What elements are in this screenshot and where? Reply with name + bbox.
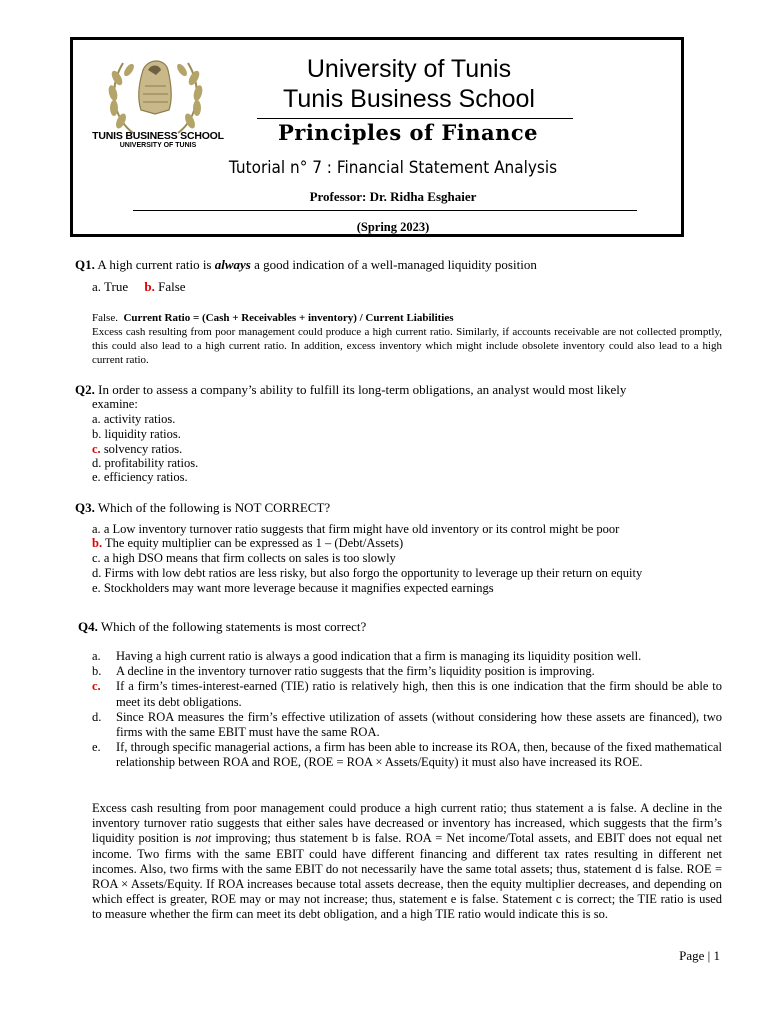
q2-question <box>75 382 725 397</box>
q1-text-before: A high current ratio is <box>94 257 215 272</box>
q3-question <box>75 500 330 515</box>
q4-text: Which of the following statements is most correct? <box>97 619 367 634</box>
university-name: University of Tunis <box>306 55 512 83</box>
professor-rule <box>133 210 637 211</box>
course-title: Principles of Finance <box>277 120 539 145</box>
logo-caption-school: TUNIS BUSINESS SCHOOL <box>92 130 224 142</box>
q1-number: Q1. <box>75 257 95 272</box>
q1-options <box>92 279 186 294</box>
q1-text-after: a good indication of a well-managed liquidity position <box>250 257 537 272</box>
q4-explanation-not: not <box>195 831 212 846</box>
q1-option-a: a. True <box>92 279 129 294</box>
q1-option-b-text: False <box>154 279 186 294</box>
q3-option-a: a. a Low inventory turnover ratio suggests that firm might have old inventory or its control might be poor <box>92 522 620 536</box>
q2-text-continued: examine: <box>92 397 138 411</box>
q1-question <box>75 257 537 272</box>
q4-explanation-part1: Excess cash resulting from poor management could produce a high current ratio; thus statement a is false. A decline in the inventory turnover ratio suggests that either sales have decreased or inventory has increased, which suggests that the firm’s liquidity position is <box>92 801 722 846</box>
q3-option-c: c. a high DSO means that firm collects on sales is too slowly <box>92 551 396 565</box>
logo-caption-university: UNIVERSITY OF TUNIS <box>119 142 197 149</box>
q3-option-d: d. Firms with low debt ratios are less risky, but also forgo the opportunity to leverage up their return on equity <box>92 566 643 580</box>
q2-text: In order to assess a company’s ability to fulfill its long-term obligations, an analyst would most likely <box>94 382 627 397</box>
q4-option-b: b. A decline in the inventory turnover ratio suggests that the firm’s liquidity position is improving. <box>92 664 595 679</box>
q3-option-e: e. Stockholders may want more leverage because it magnifies expected earnings <box>92 581 494 595</box>
header-box <box>70 37 684 237</box>
q4-option-d: d. Since ROA measures the firm’s effective utilization of assets (without considering how these assets are financed), two firms with the same EBIT must have the same ROA. <box>92 709 722 740</box>
page-number: Page | 1 <box>679 948 720 963</box>
q2-option-a: a. activity ratios. <box>92 412 176 426</box>
q2-option-c: c. solvency ratios. <box>92 442 183 456</box>
q1-option-b-letter: b. <box>144 279 155 294</box>
q1-emphasis: always <box>214 257 251 272</box>
q1-answer-header <box>92 311 722 325</box>
q4-number: Q4. <box>78 619 98 634</box>
title-rule <box>257 118 573 119</box>
university-title <box>233 54 585 114</box>
q2-number: Q2. <box>75 382 95 397</box>
q4-option-c: c. If a firm’s times-interest-earned (TIE) ratio is relatively high, then this is one indication that the firm should be able to meet its debt obligations. <box>92 679 722 709</box>
q4-option-e: e. If, through specific managerial actions, a firm has been able to increase its ROA, then, because of the fixed mathematical relationship between ROA and ROE, (ROE = ROA × Assets/Equity) it must also have increased its ROE. <box>92 740 722 770</box>
q2-option-e: e. efficiency ratios. <box>92 470 188 484</box>
q3-option-b: b. The equity multiplier can be expressed as 1 – (Debt/Assets) <box>92 536 404 550</box>
professor-name: Professor: Dr. Ridha Esghaier <box>309 189 477 204</box>
q4-question <box>78 619 366 634</box>
q4-option-a: a. Having a high current ratio is always a good indication that a firm is managing its liquidity position well. <box>92 649 642 663</box>
semester-label: (Spring 2023) <box>356 220 430 234</box>
school-name: Tunis Business School <box>283 85 535 113</box>
tutorial-title: Tutorial n° 7 : Financial Statement Analysis <box>228 158 558 178</box>
q3-number: Q3. <box>75 500 95 515</box>
q2-option-b: b. liquidity ratios. <box>92 427 181 441</box>
q3-text: Which of the following is NOT CORRECT? <box>94 500 331 515</box>
q1-answer-formula: Current Ratio = (Cash + Receivables + inventory) / Current Liabilities <box>123 312 454 324</box>
q4-explanation <box>92 801 722 923</box>
q1-answer-text: Excess cash resulting from poor management could produce a high current ratio. Similarly, if accounts receivable are not collected promptly, this could also lead to a high current ratio. In addition, excess inventory which might include obsolete inventory could also lead to a high current ratio. <box>92 326 722 366</box>
q2-option-d: d. profitability ratios. <box>92 456 199 470</box>
q1-answer-false: False. <box>92 312 118 324</box>
q4-explanation-part2: improving; thus statement b is false. ROA = Net income/Total assets, and EBIT does not equal net income. Two firms with the same EBIT could have different financing and different tax rates resulting in different net incomes. Also, two firms with the same EBIT do not necessarily have the same total assets; thus, statement d is false. ROE = ROA × Assets/Equity. If ROA increases because total assets decrease, then the equity multiplier decreases, and depending on which effect is greater, ROE may or may not increase; thus, statement e is false. Statement c is correct; the TIE ratio is used to measure whether the firm can meet its debt obligation, and a high TIE ratio would indicate this is so. <box>92 831 722 922</box>
q4-options <box>92 649 722 771</box>
